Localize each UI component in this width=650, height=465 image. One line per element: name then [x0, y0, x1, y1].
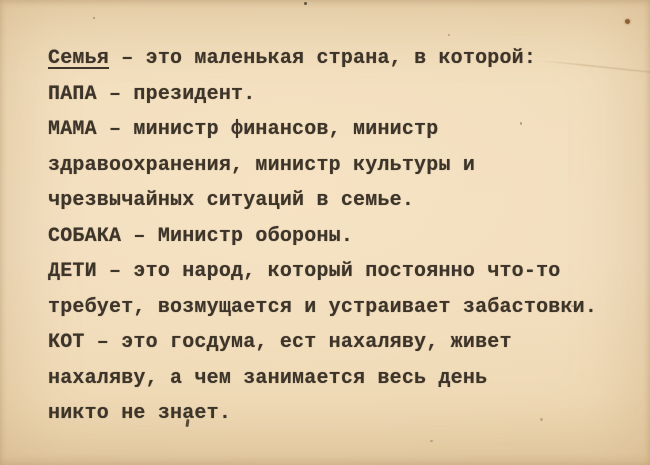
paper-speck	[448, 34, 450, 36]
title-rest: – это маленькая страна, в которой:	[109, 47, 537, 70]
text-line-kot: КОТ – это госдума, ест нахаляву, живет	[48, 331, 512, 354]
text-line-kot-cont-1: нахаляву, а чем занимается весь день	[48, 366, 488, 390]
typewritten-text	[48, 41, 623, 432]
text-line-mama-cont-2: чрезвычайных ситуаций в семье.	[48, 189, 415, 212]
text-line-mama: МАМА – министр финансов, министр	[48, 118, 439, 141]
paper-speck	[304, 2, 307, 5]
text-line-mama-cont-1: здравоохранения, министр культуры и	[48, 153, 476, 177]
text-line-sobaka: СОБАКА – Министр обороны.	[48, 224, 354, 248]
paper-speck	[93, 17, 95, 19]
text-line-deti-cont: требует, возмущается и устраивает забастовки.	[48, 295, 598, 319]
paper-speck	[430, 440, 433, 442]
title-word-underlined: Семья	[48, 47, 110, 70]
title-line	[48, 41, 623, 77]
text-line-deti: ДЕТИ – это народ, который постоянно что-то	[48, 260, 561, 283]
paper-stain	[625, 19, 630, 24]
text-line-papa: ПАПА – президент.	[48, 82, 256, 106]
text-line-kot-cont-2: никто не знает.	[48, 402, 232, 425]
